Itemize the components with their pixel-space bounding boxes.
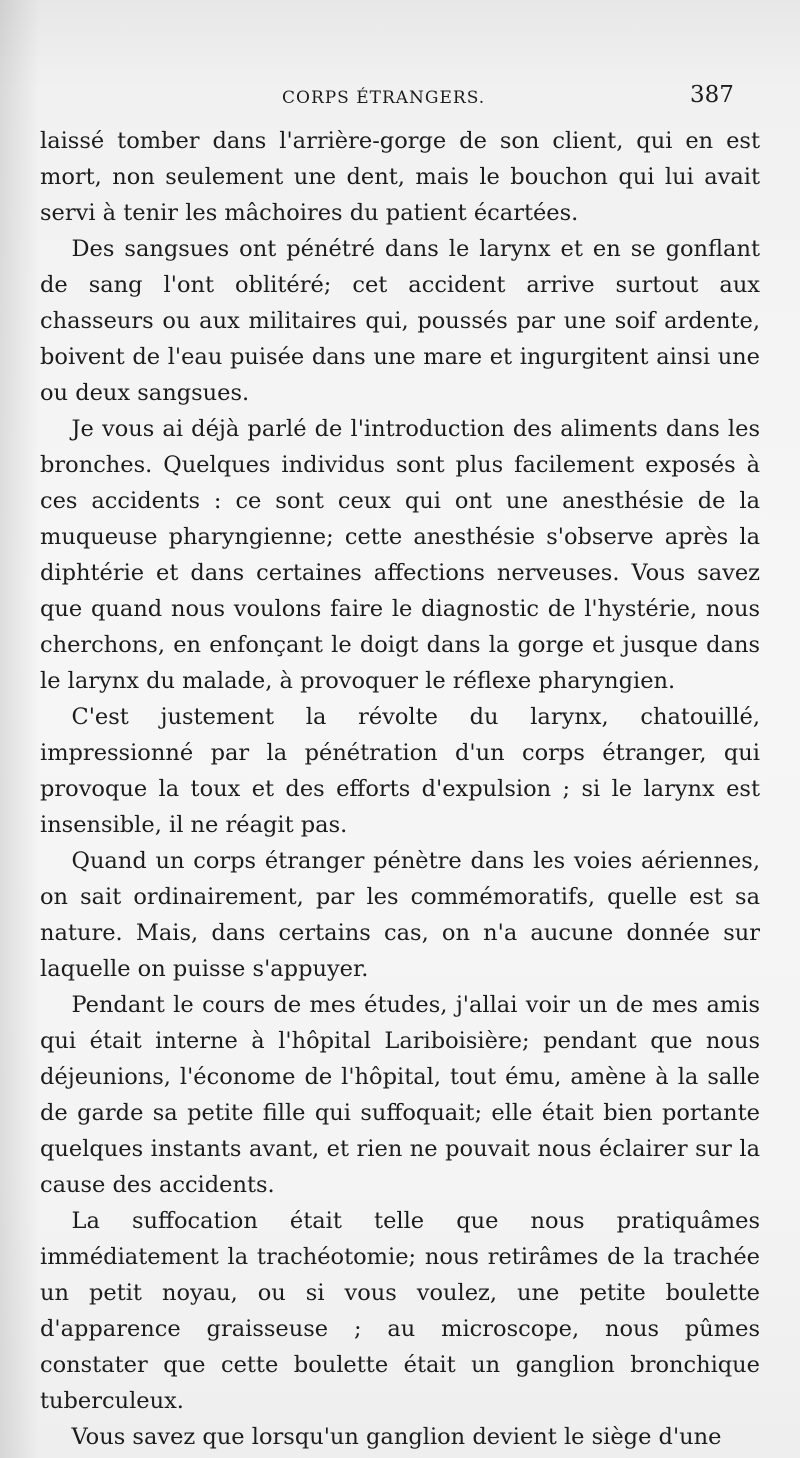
paragraph: laissé tomber dans l'arrière-gorge de son client, qui en est mort, non seulement une dent, mais le bouchon qui lui avait servi à tenir les mâchoires du patient écartées. bbox=[40, 128, 760, 226]
page-number: 387 bbox=[690, 82, 734, 108]
paragraph: Je vous ai déjà parlé de l'introduction des aliments dans les bronches. Quelques individus sont plus facilement exposés à ces accidents : ce sont ceux qui ont une anesthésie de la muqueuse pharyngienne; cette anesthésie s'observe après la diphtérie et dans certaines affections nerveuses. Vous savez que quand nous voulons faire le diagnostic de l'hystérie, nous cherchons, en enfonçant le doigt dans la gorge et jusque dans le larynx du malade, à provoquer le réflexe pharyngien. bbox=[40, 416, 760, 694]
page-header bbox=[0, 82, 800, 116]
paragraph: La suffocation était telle que nous pratiquâmes immédiatement la trachéotomie; nous retirâmes de la trachée un petit noyau, ou si vous voulez, une petite boulette d'apparence graisseuse ; au microscope, nous pûmes constater que cette boulette était un ganglion bronchique tuberculeux. bbox=[40, 1208, 760, 1414]
paragraph: Pendant le cours de mes études, j'allai voir un de mes amis qui était interne à l'hôpital Lariboisière; pendant que nous déjeunions, l'économe de l'hôpital, tout ému, amène à la salle de garde sa petite fille qui suffoquait; elle était bien portante quelques instants avant, et rien ne pouvait nous éclairer sur la cause des accidents. bbox=[40, 992, 760, 1198]
paragraph: Vous savez que lorsqu'un ganglion devient le siège d'une bbox=[71, 1424, 722, 1450]
body-text bbox=[40, 123, 760, 1455]
running-title: CORPS ÉTRANGERS. bbox=[282, 88, 486, 108]
paragraph: C'est justement la révolte du larynx, chatouillé, impressionné par la pénétration d'un corps étranger, qui provoque la toux et des efforts d'expulsion ; si le larynx est insensible, il ne réagit pas. bbox=[40, 704, 760, 838]
paragraph: Des sangsues ont pénétré dans le larynx et en se gonflant de sang l'ont oblitéré; cet accident arrive surtout aux chasseurs ou aux militaires qui, poussés par une soif ardente, boivent de l'eau puisée dans une mare et ingurgitent ainsi une ou deux sangsues. bbox=[40, 236, 760, 406]
paragraph: Quand un corps étranger pénètre dans les voies aériennes, on sait ordinairement, par les commémoratifs, quelle est sa nature. Mais, dans certains cas, on n'a aucune donnée sur laquelle on puisse s'appuyer. bbox=[40, 848, 760, 982]
